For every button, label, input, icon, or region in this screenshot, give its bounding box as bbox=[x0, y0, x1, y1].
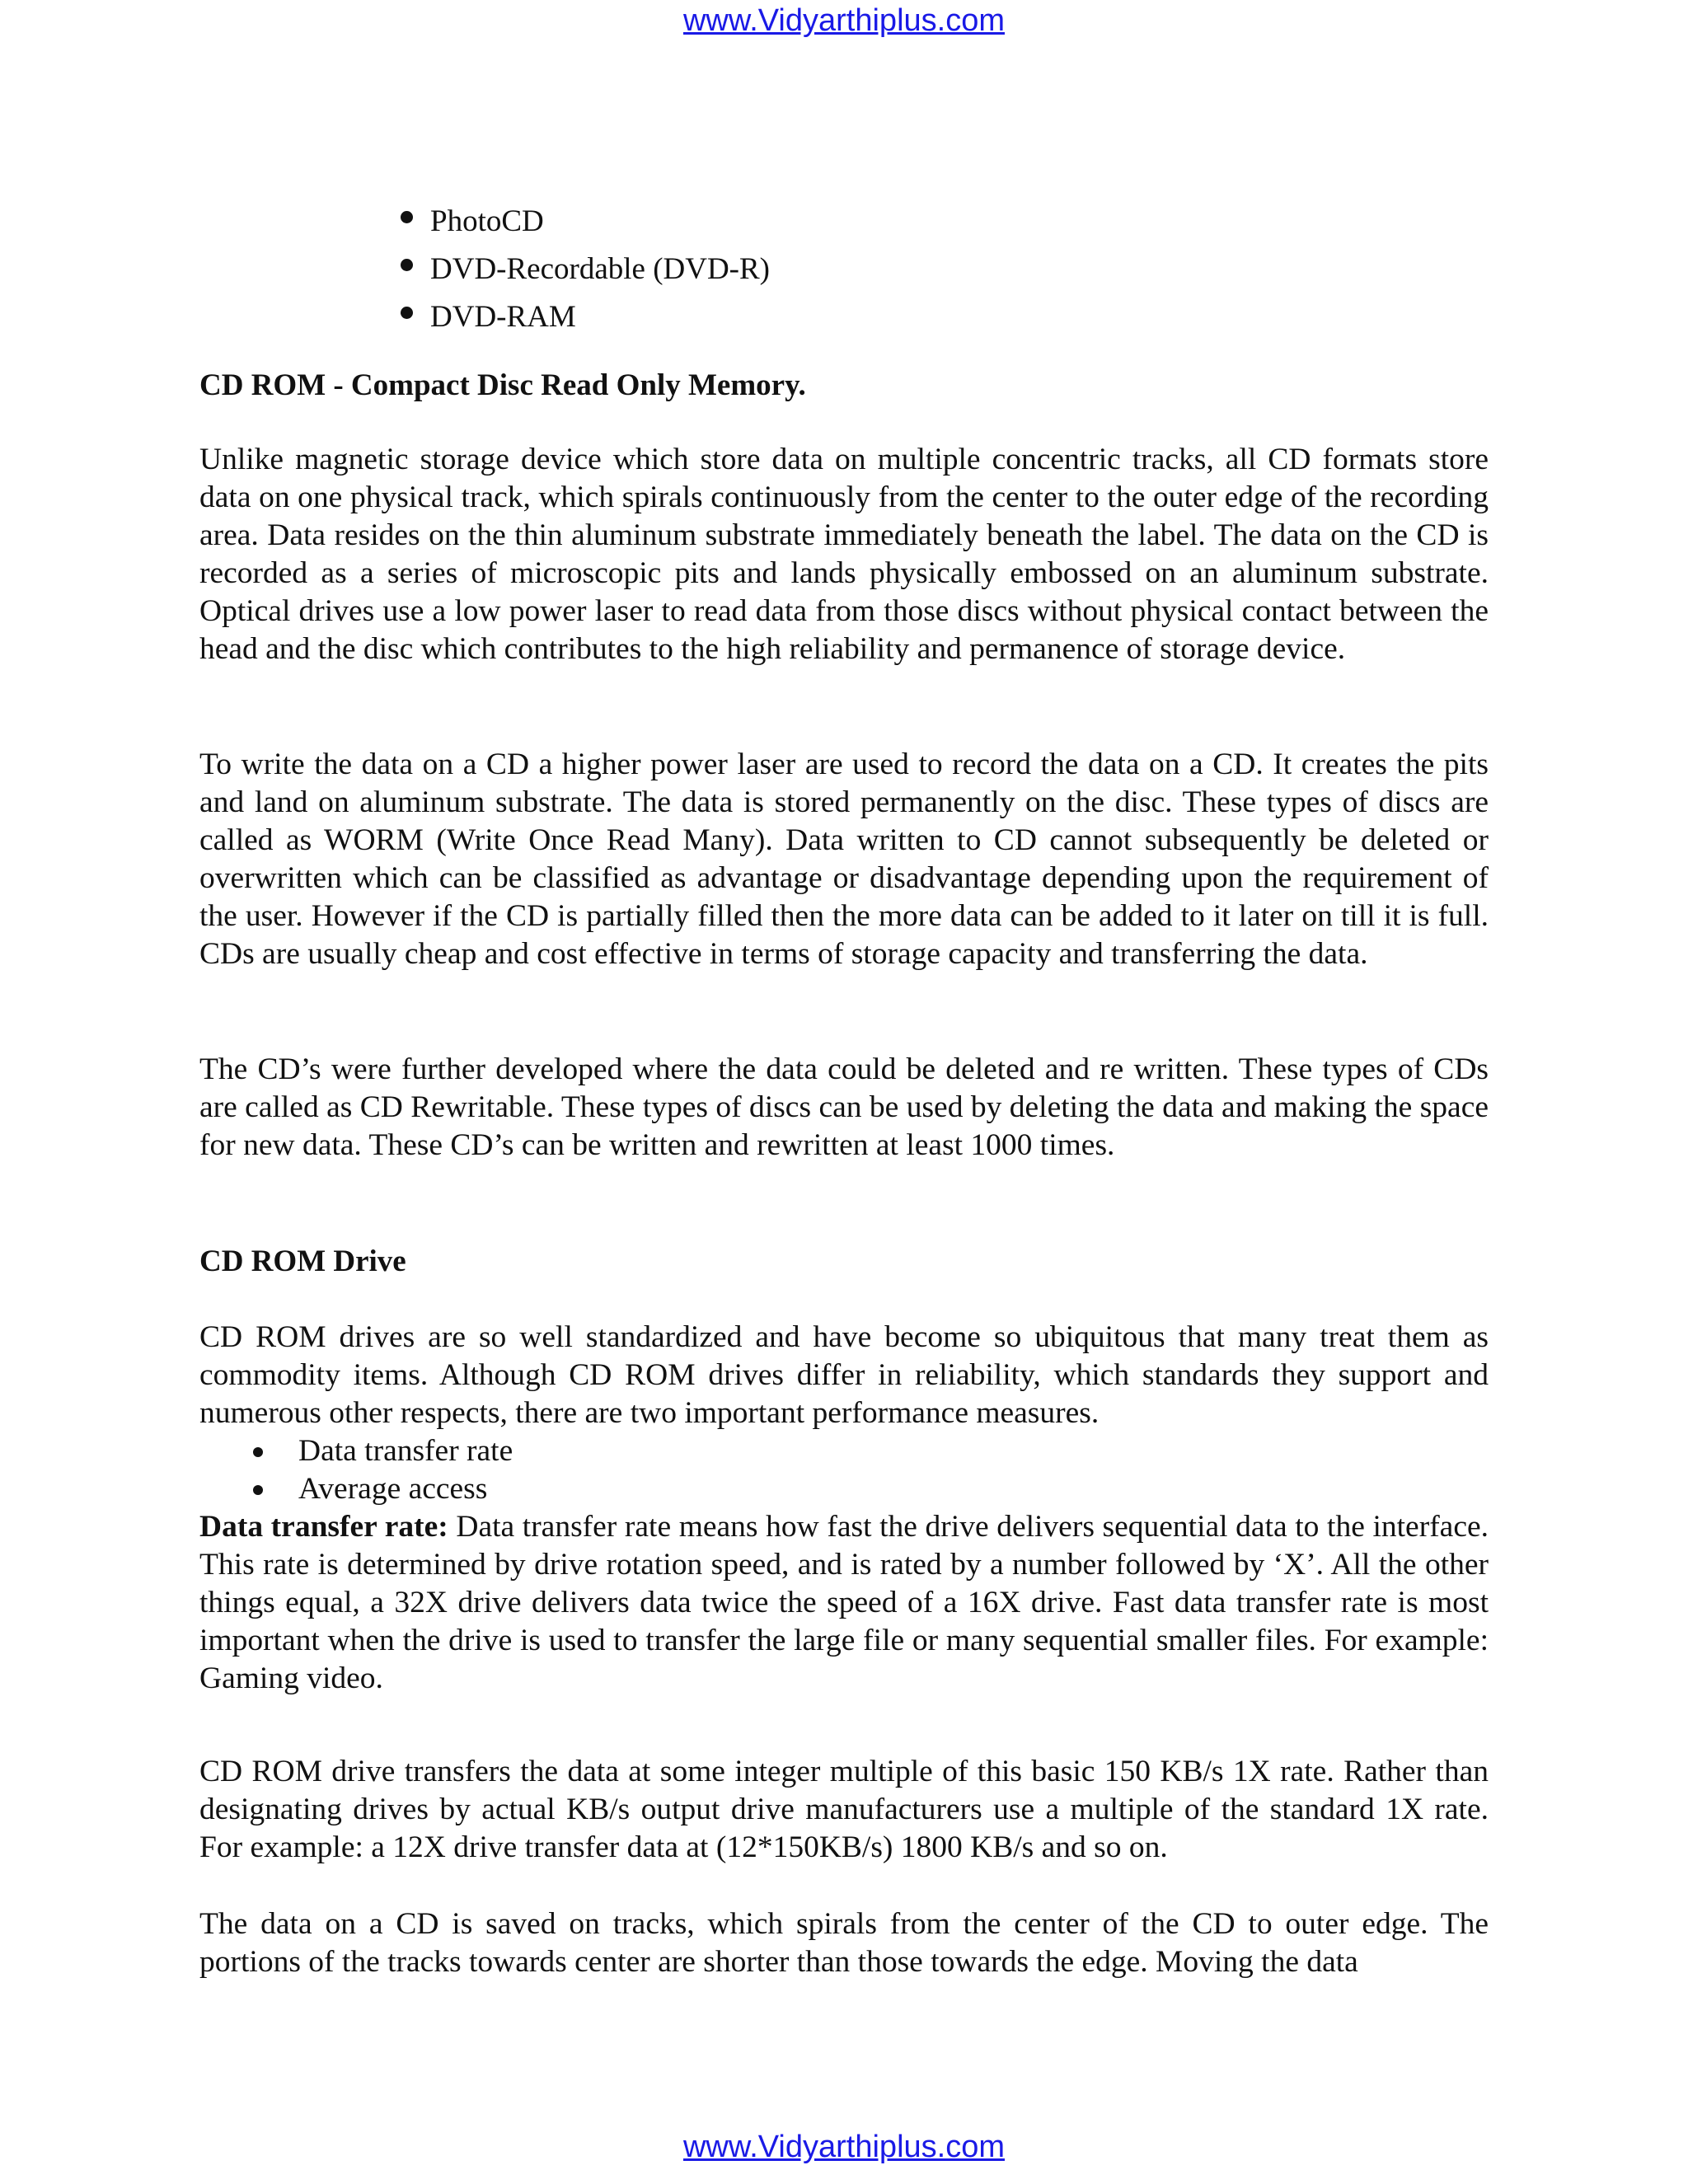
performance-bullet-list bbox=[199, 1432, 1489, 1508]
list-item: PhotoCD bbox=[396, 198, 770, 246]
header-website-link[interactable]: www.Vidyarthiplus.com bbox=[682, 3, 1005, 38]
format-bullet-list bbox=[396, 198, 770, 341]
list-item: Data transfer rate bbox=[199, 1432, 1489, 1470]
drive-intro-block bbox=[199, 1319, 1489, 1698]
paragraph-storage: Unlike magnetic storage device which store data on multiple concentric tracks, all CD formats store data on one physical track, which spirals continuously from the center to the outer edge of the recording area. Data resides on the thin aluminum substrate immediately beneath the label. The data on the CD is recorded as a series of microscopic pits and lands physically embossed on an aluminum substrate. Optical drives use a low power laser to read data from those discs without physical contact between the head and the disc which contributes to the high reliability and permanence of storage device. bbox=[199, 443, 1489, 666]
paragraph-tracks: The data on a CD is saved on tracks, which spirals from the center of the CD to outer edge. The portions of the tracks towards center are shorter than those towards the edge. Moving the data bbox=[199, 1907, 1489, 1979]
paragraph-data-transfer-rate: Data transfer rate: Data transfer rate means how fast the drive delivers sequential data to the interface. This rate is determined by drive rotation speed, and is rated by a number followed by ‘X’. All the other things equal, a 32X drive delivers data twice the speed of a 16X drive. Fast data transfer rate is most important when the drive is used to transfer the large file or many sequential smaller files. For example: Gaming video. bbox=[199, 1510, 1489, 1695]
paragraph-drive-intro: CD ROM drives are so well standardized and have become so ubiquitous that many treat them as commodity items. Although CD ROM drives differ in reliability, which standards they support and numerous other respects, there are two important performance measures. bbox=[199, 1320, 1489, 1430]
list-item: Average access bbox=[199, 1470, 1489, 1508]
section-heading-cd-rom-drive: CD ROM Drive bbox=[199, 1244, 406, 1278]
paragraph-write: To write the data on a CD a higher power laser are used to record the data on a CD. It creates the pits and land on aluminum substrate. The data is stored permanently on the disc. These types of discs are called as WORM (Write Once Read Many). Data written to CD cannot subsequently be deleted or overwritten which can be classified as advantage or disadvantage depending upon the requirement of the user. However if the CD is partially filled then the more data can be added to it later on till it is full. CDs are usually cheap and cost effective in terms of storage capacity and transferring the data. bbox=[199, 748, 1489, 971]
section-heading-cd-rom: CD ROM - Compact Disc Read Only Memory. bbox=[199, 368, 806, 402]
footer-website-link[interactable]: www.Vidyarthiplus.com bbox=[682, 2130, 1005, 2164]
paragraph-rate-multiple: CD ROM drive transfers the data at some integer multiple of this basic 150 KB/s 1X rate. Rather than designating drives by actual KB/s output drive manufacturers use a multiple of the standard 1X rate. For example: a 12X drive transfer data at (12*150KB/s) 1800 KB/s and so on. bbox=[199, 1755, 1489, 1864]
paragraph-rewritable: The CD’s were further developed where the data could be deleted and re written. These types of CDs are called as CD Rewritable. These types of discs can be used by deleting the data and making the space for new data. These CD’s can be written and rewritten at least 1000 times. bbox=[199, 1052, 1489, 1162]
list-item: DVD-Recordable (DVD-R) bbox=[396, 246, 770, 293]
list-item: DVD-RAM bbox=[396, 293, 770, 341]
term-label: Data transfer rate: bbox=[199, 1510, 448, 1544]
